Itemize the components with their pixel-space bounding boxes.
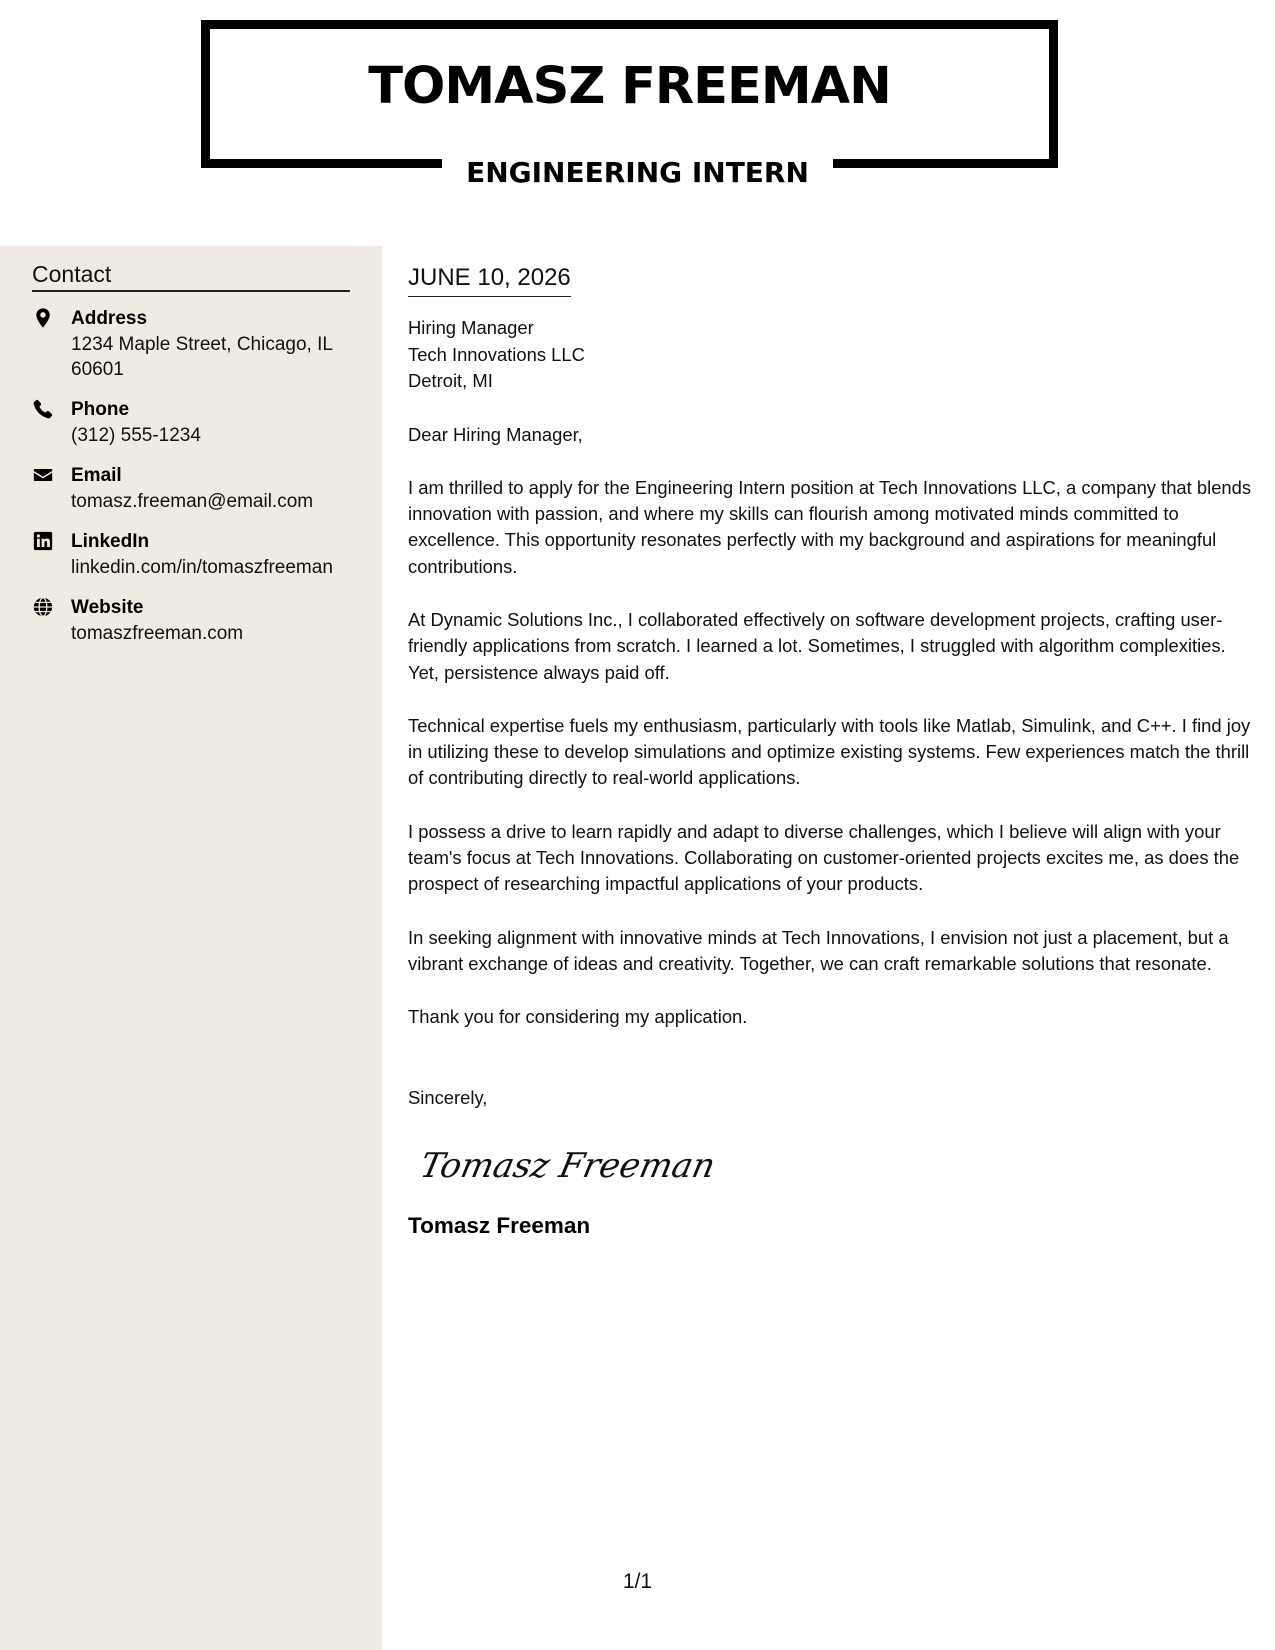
contact-label: Phone: [71, 399, 130, 420]
signature: [414, 1137, 719, 1191]
recipient-block: [408, 315, 1253, 395]
linkedin-icon: [32, 530, 54, 552]
contact-linkedin: [32, 529, 372, 580]
page-number: 1/1: [622, 1570, 653, 1593]
job-title: ENGINEERING INTERN: [442, 145, 833, 201]
contact-heading: Contact: [32, 262, 350, 292]
contact-value: 1234 Maple Street, Chicago, IL 60601: [71, 334, 333, 380]
contact-label: LinkedIn: [71, 531, 150, 552]
contact-email: [32, 463, 372, 514]
salutation: Dear Hiring Manager,: [408, 423, 583, 445]
paragraph: At Dynamic Solutions Inc., I collaborated effectively on software development projects, crafting user-friendly applications from scratch. I learned a lot. Sometimes, I struggled with algorithm complexities. Yet, persistence always paid off.: [408, 608, 1226, 683]
contact-value: tomaszfreeman.com: [71, 623, 244, 644]
paragraph: In seeking alignment with innovative minds at Tech Innovations, I envision not just a placement, but a vibrant exchange of ideas and creativity. Together, we can craft remarkable solutions that resonate.: [408, 926, 1229, 974]
paragraph: Thank you for considering my application.: [408, 1006, 748, 1028]
contact-sidebar: [0, 246, 382, 1650]
phone-icon: [32, 398, 54, 420]
contact-website: [32, 595, 372, 646]
applicant-name: TOMASZ FREEMAN: [368, 57, 891, 116]
recipient-location: Detroit, MI: [408, 370, 493, 391]
contact-list: [32, 306, 372, 661]
contact-address: [32, 306, 372, 382]
recipient-company: Tech Innovations LLC: [408, 343, 585, 365]
signed-name: Tomasz Freeman: [408, 1212, 591, 1238]
paragraph: I possess a drive to learn rapidly and adapt to diverse challenges, which I believe will align with your team's focus at Tech Innovations. Collaborating on customer-oriented projects excites me, as does the prospect of researching impactful applications of your products.: [408, 820, 1240, 895]
letter-date: JUNE 10, 2026: [408, 262, 571, 297]
closing: Sincerely,: [408, 1086, 488, 1108]
contact-value: linkedin.com/in/tomaszfreeman: [71, 557, 333, 578]
signature-text: Tomasz Freeman: [416, 1146, 719, 1186]
contact-value: (312) 555-1234: [71, 425, 201, 446]
contact-label: Email: [71, 465, 122, 486]
map-pin-icon: [32, 307, 54, 329]
contact-label: Website: [71, 597, 144, 618]
globe-icon: [32, 596, 54, 618]
paragraph: I am thrilled to apply for the Engineering Intern position at Tech Innovations LLC, a company that blends innovation with passion, and where my skills can flourish among motivated minds committed to excellence. This opportunity resonates perfectly with my background and aspirations for meaningful contributions.: [408, 476, 1252, 577]
contact-value: tomasz.freeman@email.com: [71, 491, 314, 512]
paragraph: Technical expertise fuels my enthusiasm, particularly with tools like Matlab, Simulink, and C++. I find joy in utilizing these to develop simulations and optimize existing systems. Few experiences match the thrill of contributing directly to real-world applications.: [408, 714, 1251, 789]
letter-body: [408, 262, 1253, 1241]
recipient-title: Hiring Manager: [408, 317, 534, 338]
contact-phone: [32, 397, 372, 448]
contact-label: Address: [71, 308, 148, 329]
envelope-icon: [32, 464, 54, 486]
